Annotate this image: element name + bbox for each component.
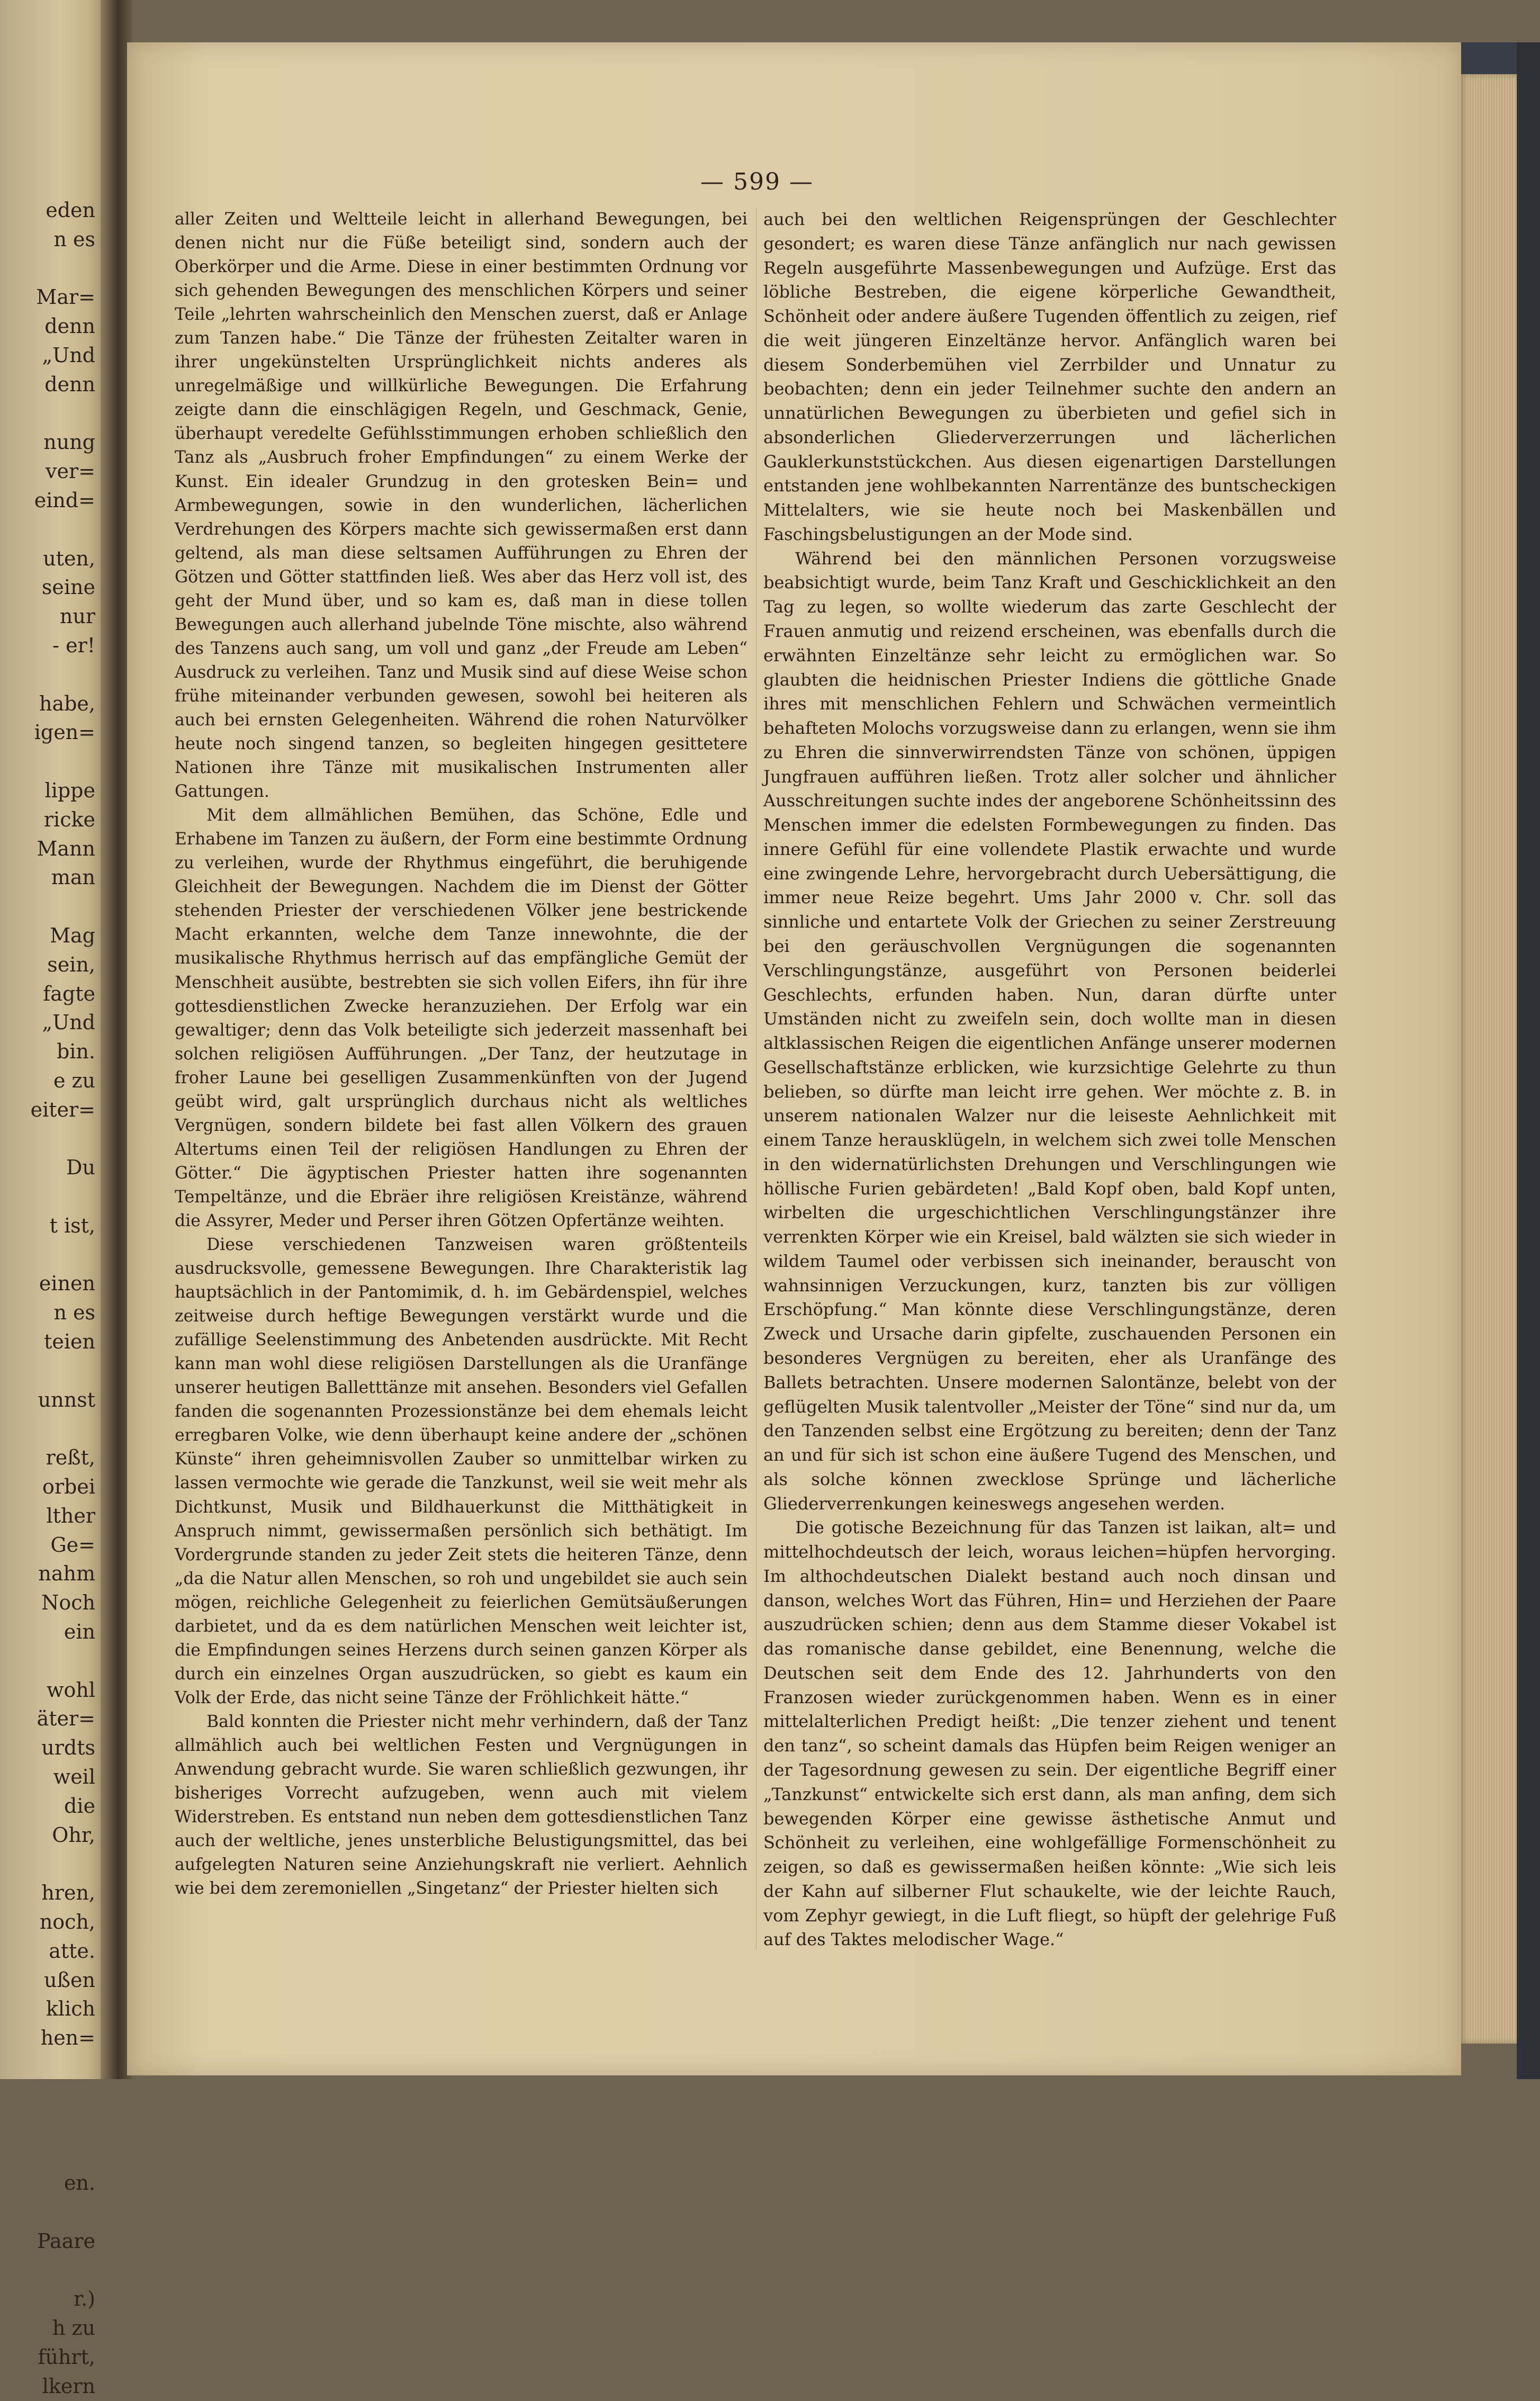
left-page-fragment: e zu [53,1068,95,1092]
left-page-fragment: - er! [52,633,95,657]
paragraph: Während bei den männlichen Personen vorzugsweise beabsichtigt wurde, beim Tanz Kraft und Geschicklichkeit an den Tag zu legen, so wollte wiederum das zarte Geschlecht der Frauen anmutig und reizend erscheinen, was ebenfalls durch die erwähnten Einzeltänze sehr leicht zu ermöglichen war. So glaubten die heidnischen Priester Indiens die göttliche Gnade ihres mit menschlichen Fehlern und Schwächen vermeintlich behafteten Molochs vorzugsweise dann zu erlangen, wenn sie ihm zu Ehren die sinnverwirrendsten Tänze von schönen, üppigen Jungfrauen aufführen ließen. Trotz aller solcher und ähnlicher Ausschreitungen suchte indes der angeborene Schönheitssinn des Menschen immer die edelsten Formbewegungen zu finden. Das innere Gefühl für eine vollendete Plastik erwachte und wurde eine zwingende Lehre, hervorgebracht durch Uebersättigung, die immer neue Reize begehrt. Ums Jahr 2000 v. Chr. soll das sinnliche und entartete Volk der Griechen zu seiner Zerstreuung bei den geräuschvollen Vergnügungen die sogenannten Verschlingungstänze, ausgeführt von Personen beiderlei Geschlechts, erfunden haben. Nun, daran dürfte unter Umständen nicht zu zweifeln sein, doch wollte man in diesen altklassischen Reigen die eigentlichen Anfänge unserer modernen Gesellschaftstänze erblicken, wie kurzsichtige Gelehrte zu thun belieben, so dürfte man leicht irre gehen. Wer möchte z. B. in unserem nationalen Walzer nur die leiseste Aehnlichkeit mit einem Tanze herausklügeln, in welchem sich zwei tolle Menschen in den widernatürlichsten Drehungen und Verschlingungen wie höllische Furien gebärdeten! „Bald Kopf oben, bald Kopf unten, wirbelten die urgeschichtlichen Verschlingungstänzer ihre verrenkten Körper wie ein Kreisel, bald wälzten sie sich wieder in wildem Taumel oder verbissen sich ineinander, berauscht von wahnsinnigen Verzuckungen, kurz, tanzten bis zur völligen Erschöpfung.“ Man könnte diese Verschlingungstänze, deren Zweck und Ursache darin gipfelte, zuschauenden Personen ein besonderes Vergnügen zu bereiten, eher als Uranfänge des Ballets betrachten. Unsere modernen Salontänze, belebt von der geflügelten Musik talentvoller „Meister der Töne“ sind nur da, um den Tanzenden selbst eine Ergötzung zu bereiten; denn der Tanz an und für sich ist schon eine äußere Tugend des Menschen, und als solche können zwecklose Sprünge und lächerliche Gliederverrenkungen keineswegs angesehen werden. [763,548,1336,1514]
left-page-fragment [0,399,95,428]
left-page-fragment: Mag [50,923,95,947]
left-page-fragment: eind= [34,488,95,512]
book-cover-right [1517,42,1540,2079]
left-page-fragment [0,1849,95,1878]
left-page-fragment [0,1240,95,1270]
left-page-fragment: habe, [39,691,95,715]
left-page-fragment: reßt, [46,1446,95,1470]
left-page-fragment: h zu [52,2316,95,2340]
left-page-fragment: klich [46,1997,95,2021]
left-page-fragment [0,2198,95,2227]
left-page [0,0,109,2398]
left-page-fragment: „Und [42,343,95,367]
left-page-fragment [0,1356,95,1386]
text-column-right [763,208,1336,1952]
left-page-fragment: igen= [34,721,95,744]
left-page-fragment [0,2139,95,2169]
paragraph: aller Zeiten und Weltteile leicht in allerhand Bewegungen, bei denen nicht nur die Füße beteiligt sind, sondern auch der Oberkörper und die Arme. Diese in einer bestimmten Ordnung vor sich gehenden Bewegungen des menschlichen Körpers und seiner Teile „lehrten wahrscheinlich den Menschen zuerst, daß er Anlage zum Tanzen habe.“ Die Tänze der frühesten Zeitalter waren in ihrer ungekünstelten Ursprünglichkeit nichts anderes als unregelmäßige und willkürliche Bewegungen. Die Erfahrung zeigte dann die einschlägigen Regeln, und Geschmack, Genie, überhaupt veredelte Gefühlsstimmungen erhoben schließlich den Tanz als „Ausbruch froher Empfindungen“ zu einem Werke der Kunst. Ein idealer Grundzug in den grotesken Bein= und Armbewegungen, sowie in den wunderlichen, lächerlichen Verdrehungen des Körpers machte sich gewissermaßen erst dann geltend, als man diese seltsamen Aufführungen zu Ehren der Götzen und Götter stattfinden ließ. Wes aber das Herz voll ist, des geht der Mund über, und so kam es, daß man in diese tollen Bewegungen auch allerhand jubelnde Töne mischte, also während des Tanzens auch sang, um voll und ganz „der Freude am Leben“ Ausdruck zu verleihen. Tanz und Musik sind auf diese Weise schon frühe miteinander verbunden gewesen, sowohl bei heiteren als auch bei ernsten Gelegenheiten. Während die rohen Naturvölker heute noch singend tanzen, so begleiten hingegen gesittetere Nationen ihre Tänze mit musikalischen Instrumenten aller Gattungen. [175,210,748,802]
left-page-fragment [0,660,95,689]
left-page-fragment: n es [53,227,95,251]
left-page-fragment: noch, [39,1910,95,1934]
left-page-fragment [0,515,95,544]
left-page-fragment: Ohr, [52,1823,95,1847]
left-page-fragment [0,1125,95,1154]
paragraph: auch bei den weltlichen Reigensprüngen der Geschlechter gesondert; es waren diese Tänze anfänglich nur nach gewissen Regeln ausgeführte Massenbewegungen und Aufzüge. Erst das löbliche Bestreben, die eigene körperliche Gewandtheit, Schönheit oder andere äußere Tugenden öffentlich zu zeigen, rief die weit jüngeren Einzeltänze hervor. Anfänglich waren bei diesem Sonderbemühen viel Zerrbilder und Unnatur zu beobachten; denn ein jeder Teilnehmer suchte den andern an unnatürlichen Bewegungen zu überbieten und gefiel sich in absonderlichen Gliederverzerrungen und lächerlichen Gauklerkunststückchen. Aus diesen eigenartigen Darstellungen entstanden jene wohlbekannten Narrentänze des buntscheckigen Mittelalters, wie sie heute noch bei Maskenbällen und Faschingsbelustigungen an der Mode sind. [763,209,1336,544]
left-page-fragment: Mar= [36,285,95,309]
left-page-fragment: atte. [49,1939,95,1963]
left-page-fragment [0,254,95,283]
left-page-fragment: seine [41,575,95,599]
left-page-fragment: denn [44,372,95,396]
left-page-fragment [0,2053,95,2082]
left-page-fragment: fagte [43,982,95,1005]
left-page-fragment: weil [53,1765,95,1789]
left-page-fragment: nahm [38,1562,95,1586]
text-column-left [175,208,748,1901]
left-page-fragment [0,1182,95,1211]
left-page-fragment: n es [53,1301,95,1325]
left-page-fragment [0,892,95,921]
left-page-fragment [0,1647,95,1676]
page-number: — 599 — [700,168,814,195]
left-page-fragment [0,2111,95,2140]
left-page-fragment: sein, [47,952,95,976]
left-page-fragment [0,2082,95,2111]
left-page-fragment: nur [59,605,95,628]
left-page-fragment: wohl [46,1678,95,1702]
left-page-fragment: äter= [37,1707,95,1731]
left-page-fragment: lippe [44,778,95,802]
left-page-fragment: ein [64,1620,95,1644]
left-page-fragment: uten, [43,546,95,570]
left-page-fragment: unnst [38,1388,95,1411]
left-page-fragment: Noch [41,1591,95,1615]
left-page-fragment: teien [44,1330,95,1354]
paragraph: Bald konnten die Priester nicht mehr verhindern, daß der Tanz allmählich auch bei weltlichen Festen und Vergnügungen in Anwendung gebracht wurde. Sie waren schließlich gezwungen, ihr bisheriges Vorrecht aufzugeben, wenn auch mit vielem Widerstreben. Es entstand nun neben dem gottesdienstlichen Tanz auch der weltliche, jenes unsterbliche Belustigungsmittel, das bei aufgelegten Naturen seine Anziehungskraft nie verliert. Aehnlich wie bei dem zeremoniellen „Singetanz“ der Priester hielten sich [175,1712,748,1899]
column-divider [756,208,757,1949]
left-page-fragment: Ge= [50,1533,95,1557]
left-page-fragment: r.) [74,2287,95,2311]
left-page-fragment: nung [43,430,95,454]
left-page-fragment: denn [44,314,95,338]
left-page-fragment: die [64,1794,95,1818]
left-page-fragment: lkern [42,2374,95,2398]
left-page-fragment: en. [64,2171,95,2195]
left-page-fragment: man [51,866,95,889]
left-page-fragment: eiter= [30,1098,95,1121]
left-page-fragment [0,747,95,776]
paragraph: Diese verschiedenen Tanzweisen waren größtenteils ausdrucksvolle, gemessene Bewegungen. Ihre Charakteristik lag hauptsächlich in der Pantomimik, d. h. im Gebärdenspiel, welches zeitweise durch heftige Bewegungen verstärkt wurde und die zufällige Seelenstimmung des Anbetenden ausdrückte. Mit Recht kann man wohl diese religiösen Darstellungen als die Uranfänge unserer heutigen Balletttänze mit ansehen. Besonders viel Gefallen fanden die sogenannten Prozessionstänze bei dem ehemals leicht erregbaren Volke, wie denn überhaupt keine andere der „schönen Künste“ ihren geheimnisvollen Zauber so unmittelbar wirken zu lassen vermochte wie gerade die Tanzkunst, weil sie weit mehr als Dichtkunst, Musik und Bildhauerkunst die Mitthätigkeit in Anspruch nimmt, gewissermaßen persönlich sich bethätigt. Im Vordergrunde standen zu jeder Zeit stets die heiteren Tänze, denn „da die Natur allen Menschen, so roh und ungebildet sie auch sein mögen, reichliche Gelegenheit zu feierlichen Gemütsäußerungen darbietet, und da es dem natürlichen Menschen weit leichter ist, die Empfindungen seines Herzens durch seinen ganzen Körper als durch ein einzelnes Organ auszudrücken, so giebt es kaum ein Volk der Erde, das nicht seine Tänze der Fröhlichkeit hätte.“ [175,1235,748,1707]
left-page-fragment: hren, [41,1881,95,1905]
left-page-fragment: einen [39,1272,95,1296]
left-page-fragment: ricke [43,807,95,831]
left-page-fragment: bin. [56,1040,95,1064]
left-page-fragment: t ist, [49,1213,95,1237]
left-page-fragment: hen= [40,2026,95,2050]
left-page-fragment: führt, [38,2345,95,2369]
left-page-fragment: ver= [46,460,95,483]
left-page-fragment: Mann [37,837,95,860]
left-page-fragment: Du [66,1156,95,1180]
left-page-fragment: orbei [42,1475,95,1499]
left-page-fragment: ußen [44,1968,95,1992]
page-edges [1458,74,1517,2044]
left-page-fragment: Paare [37,2229,95,2253]
left-page-text-fragments [0,196,95,2401]
left-page-fragment [0,1414,95,1443]
paragraph: Mit dem allmählichen Bemühen, das Schöne, Edle und Erhabene im Tanzen zu äußern, der Form eine bestimmte Ordnung zu verleihen, wurde der Rhythmus eingeführt, die beruhigende Gleichheit der Bewegungen. Nachdem die im Dienst der Götter stehenden Priester der verschiedenen Völker jene bestrickende Macht erkannten, welche dem Tanze innewohnte, die der musikalische Rhythmus herrisch auf das empfängliche Gemüt der Menschheit ausübte, bestrebten sie sich vollen Eifers, ihn für ihre gottesdienstlichen Zwecke heranzuziehen. Der Erfolg war ein gewaltiger; denn das Volk beteiligte sich jederzeit massenhaft bei solchen religiösen Aufführungen. „Der Tanz, der heutzutage in froher Laune bei geselligen Zusammenkünften von der Jugend geübt wird, galt ursprünglich durchaus nicht als weltliches Vergnügen, sondern bildete bei fast allen Völkern des grauen Altertums einen Teil der religiösen Handlungen zu Ehren der Götter.“ Die ägyptischen Priester hatten ihre sogenannten Tempeltänze, und die Ebräer ihre religiösen Kreistänze, während die Assyrer, Meder und Perser ihren Götzen Opfertänze weihten. [175,806,748,1230]
left-page-fragment: eden [46,199,95,222]
left-page-fragment: „Und [42,1011,95,1035]
left-page-fragment [0,2256,95,2285]
paragraph: Die gotische Bezeichnung für das Tanzen ist laikan, alt= und mittelhochdeutsch der leich, woraus leichen=hüpfen hervorging. Im althochdeutschen Dialekt bestand auch noch dinsan und danson, welches Wort das Führen, Hin= und Herziehen der Paare auszudrücken schien; denn aus dem Stamme dieser Vokabel ist das romanische danse gebildet, eine Benennung, welche die Deutschen seit dem Ende des 12. Jahrhunderts von den Franzosen wieder zurückgenommen haben. Wenn es in einer mittelalterlichen Predigt heißt: „Die tenzer ziehent und tenent den tanz“, so scheint damals das Hüpfen beim Reigen weniger an der Tagesordnung gewesen zu sein. Der eigentliche Begriff einer „Tanzkunst“ entwickelte sich erst dann, als man anfing, dem sich bewegenden Körper eine gewisse ästhetische Anmut und Schönheit zu verleihen, eine wohlgefällige Formenschönheit zu zeigen, so daß es gewissermaßen heißen könnte: „Wie sich leis der Kahn auf silberner Flut schaukelte, wie der leichte Rauch, vom Zephyr gewiegt, in die Luft fliegt, so hüpft der gelehrige Fuß auf des Taktes melodischer Wage.“ [763,1517,1336,1950]
left-page-fragment: urdts [41,1736,95,1760]
left-page-fragment: lther [46,1504,95,1527]
